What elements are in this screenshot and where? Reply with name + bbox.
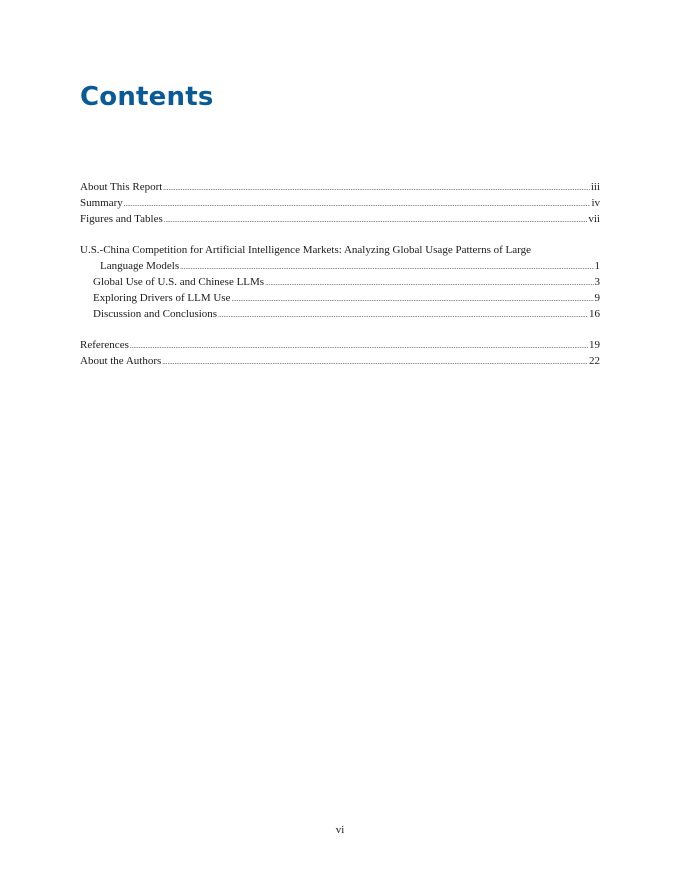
dot-leader: [180, 260, 593, 276]
toc-front-matter: [80, 180, 600, 227]
toc-entry-label: About This Report: [80, 181, 163, 193]
toc-entry-references[interactable]: [80, 338, 600, 354]
dot-leader: [164, 213, 588, 229]
toc-entry-summary[interactable]: [80, 196, 600, 212]
toc-entry-about-the-authors[interactable]: [80, 354, 600, 370]
dot-leader: [218, 308, 588, 324]
toc-entry-label: References: [80, 339, 129, 352]
toc-entry-discussion[interactable]: [80, 307, 600, 323]
toc-entry-page: 19: [589, 339, 600, 352]
toc-entry-page: iv: [591, 196, 600, 209]
toc-entry-page: 1: [594, 260, 600, 273]
toc-entry-exploring-drivers[interactable]: [80, 291, 600, 307]
toc-entry-label: Figures and Tables: [80, 212, 163, 225]
toc-entry-page: 22: [589, 355, 600, 368]
dot-leader: [124, 197, 591, 213]
page-title: Contents: [80, 82, 214, 112]
toc-entry-page: 3: [594, 275, 600, 288]
table-of-contents: [80, 180, 600, 386]
toc-entry-page: vii: [588, 212, 600, 225]
toc-chapter-heading-continuation[interactable]: [80, 259, 600, 275]
toc-entry-about-this-report[interactable]: [80, 180, 600, 196]
toc-chapter-heading[interactable]: U.S.-China Competition for Artificial Intelligence Markets: Analyzing Global Usage Patterns of Large: [80, 244, 531, 257]
toc-entry-figures-and-tables[interactable]: [80, 212, 600, 228]
toc-entry-page: iii: [590, 181, 600, 193]
toc-back-matter: [80, 338, 600, 370]
toc-entry-label: Exploring Drivers of LLM Use: [93, 291, 231, 304]
toc-entry-label: Language Models: [100, 260, 180, 273]
toc-entry-label: About the Authors: [80, 355, 162, 368]
toc-entry-label: Global Use of U.S. and Chinese LLMs: [93, 275, 265, 288]
dot-leader: [265, 276, 593, 292]
toc-main-chapter: [80, 243, 600, 322]
dot-leader: [162, 355, 588, 371]
toc-entry-label: Discussion and Conclusions: [93, 307, 218, 320]
toc-entry-global-use[interactable]: [80, 275, 600, 291]
dot-leader: [130, 339, 588, 355]
toc-entry-page: 9: [594, 291, 600, 304]
toc-entry-label: Summary: [80, 196, 123, 209]
page-number: vi: [335, 824, 345, 836]
dot-leader: [231, 292, 593, 308]
toc-entry-page: 16: [589, 307, 600, 320]
dot-leader: [163, 181, 590, 197]
